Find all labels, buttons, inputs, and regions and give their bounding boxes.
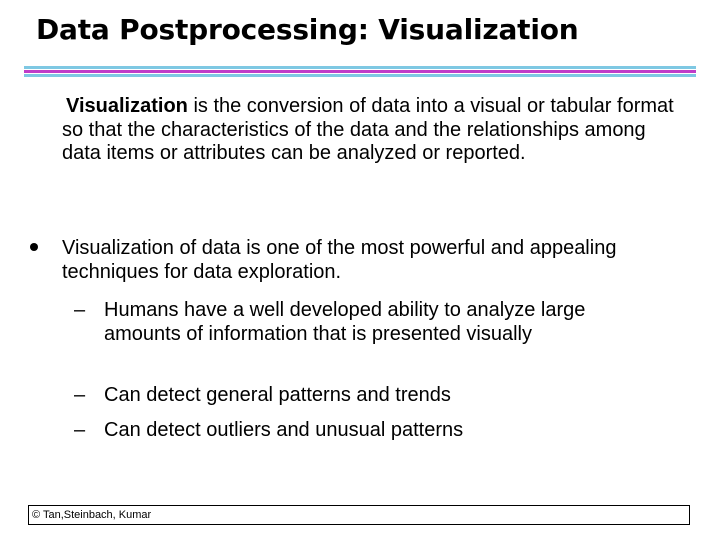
sub-bullet-dash: –: [74, 299, 86, 321]
sub-bullet-item: Can detect outliers and unusual patterns: [104, 419, 464, 441]
slide-title: Data Postprocessing: Visualization: [36, 13, 579, 46]
bullet-dot: [30, 243, 38, 251]
definition-term: Visualization: [66, 95, 188, 117]
sub-bullet-dash: –: [74, 384, 86, 406]
bullet-item: Visualization of data is one of the most powerful and appealing techniques for data exploration.: [62, 237, 617, 283]
definition-text: is the conversion of data into a visual or tabular format so that the characteristics of the data and the relationships among data items or attributes can be analyzed or reported.: [62, 95, 674, 164]
footer-bar: [28, 505, 690, 525]
sub-bullet-item: Can detect general patterns and trends: [104, 384, 451, 406]
definition-paragraph: [62, 95, 682, 166]
copyright-footer: © Tan,Steinbach, Kumar: [32, 509, 152, 521]
sub-bullet-dash: –: [74, 419, 86, 441]
sub-bullet-item: Humans have a well developed ability to analyze large amounts of information that is presented visually: [104, 299, 586, 345]
